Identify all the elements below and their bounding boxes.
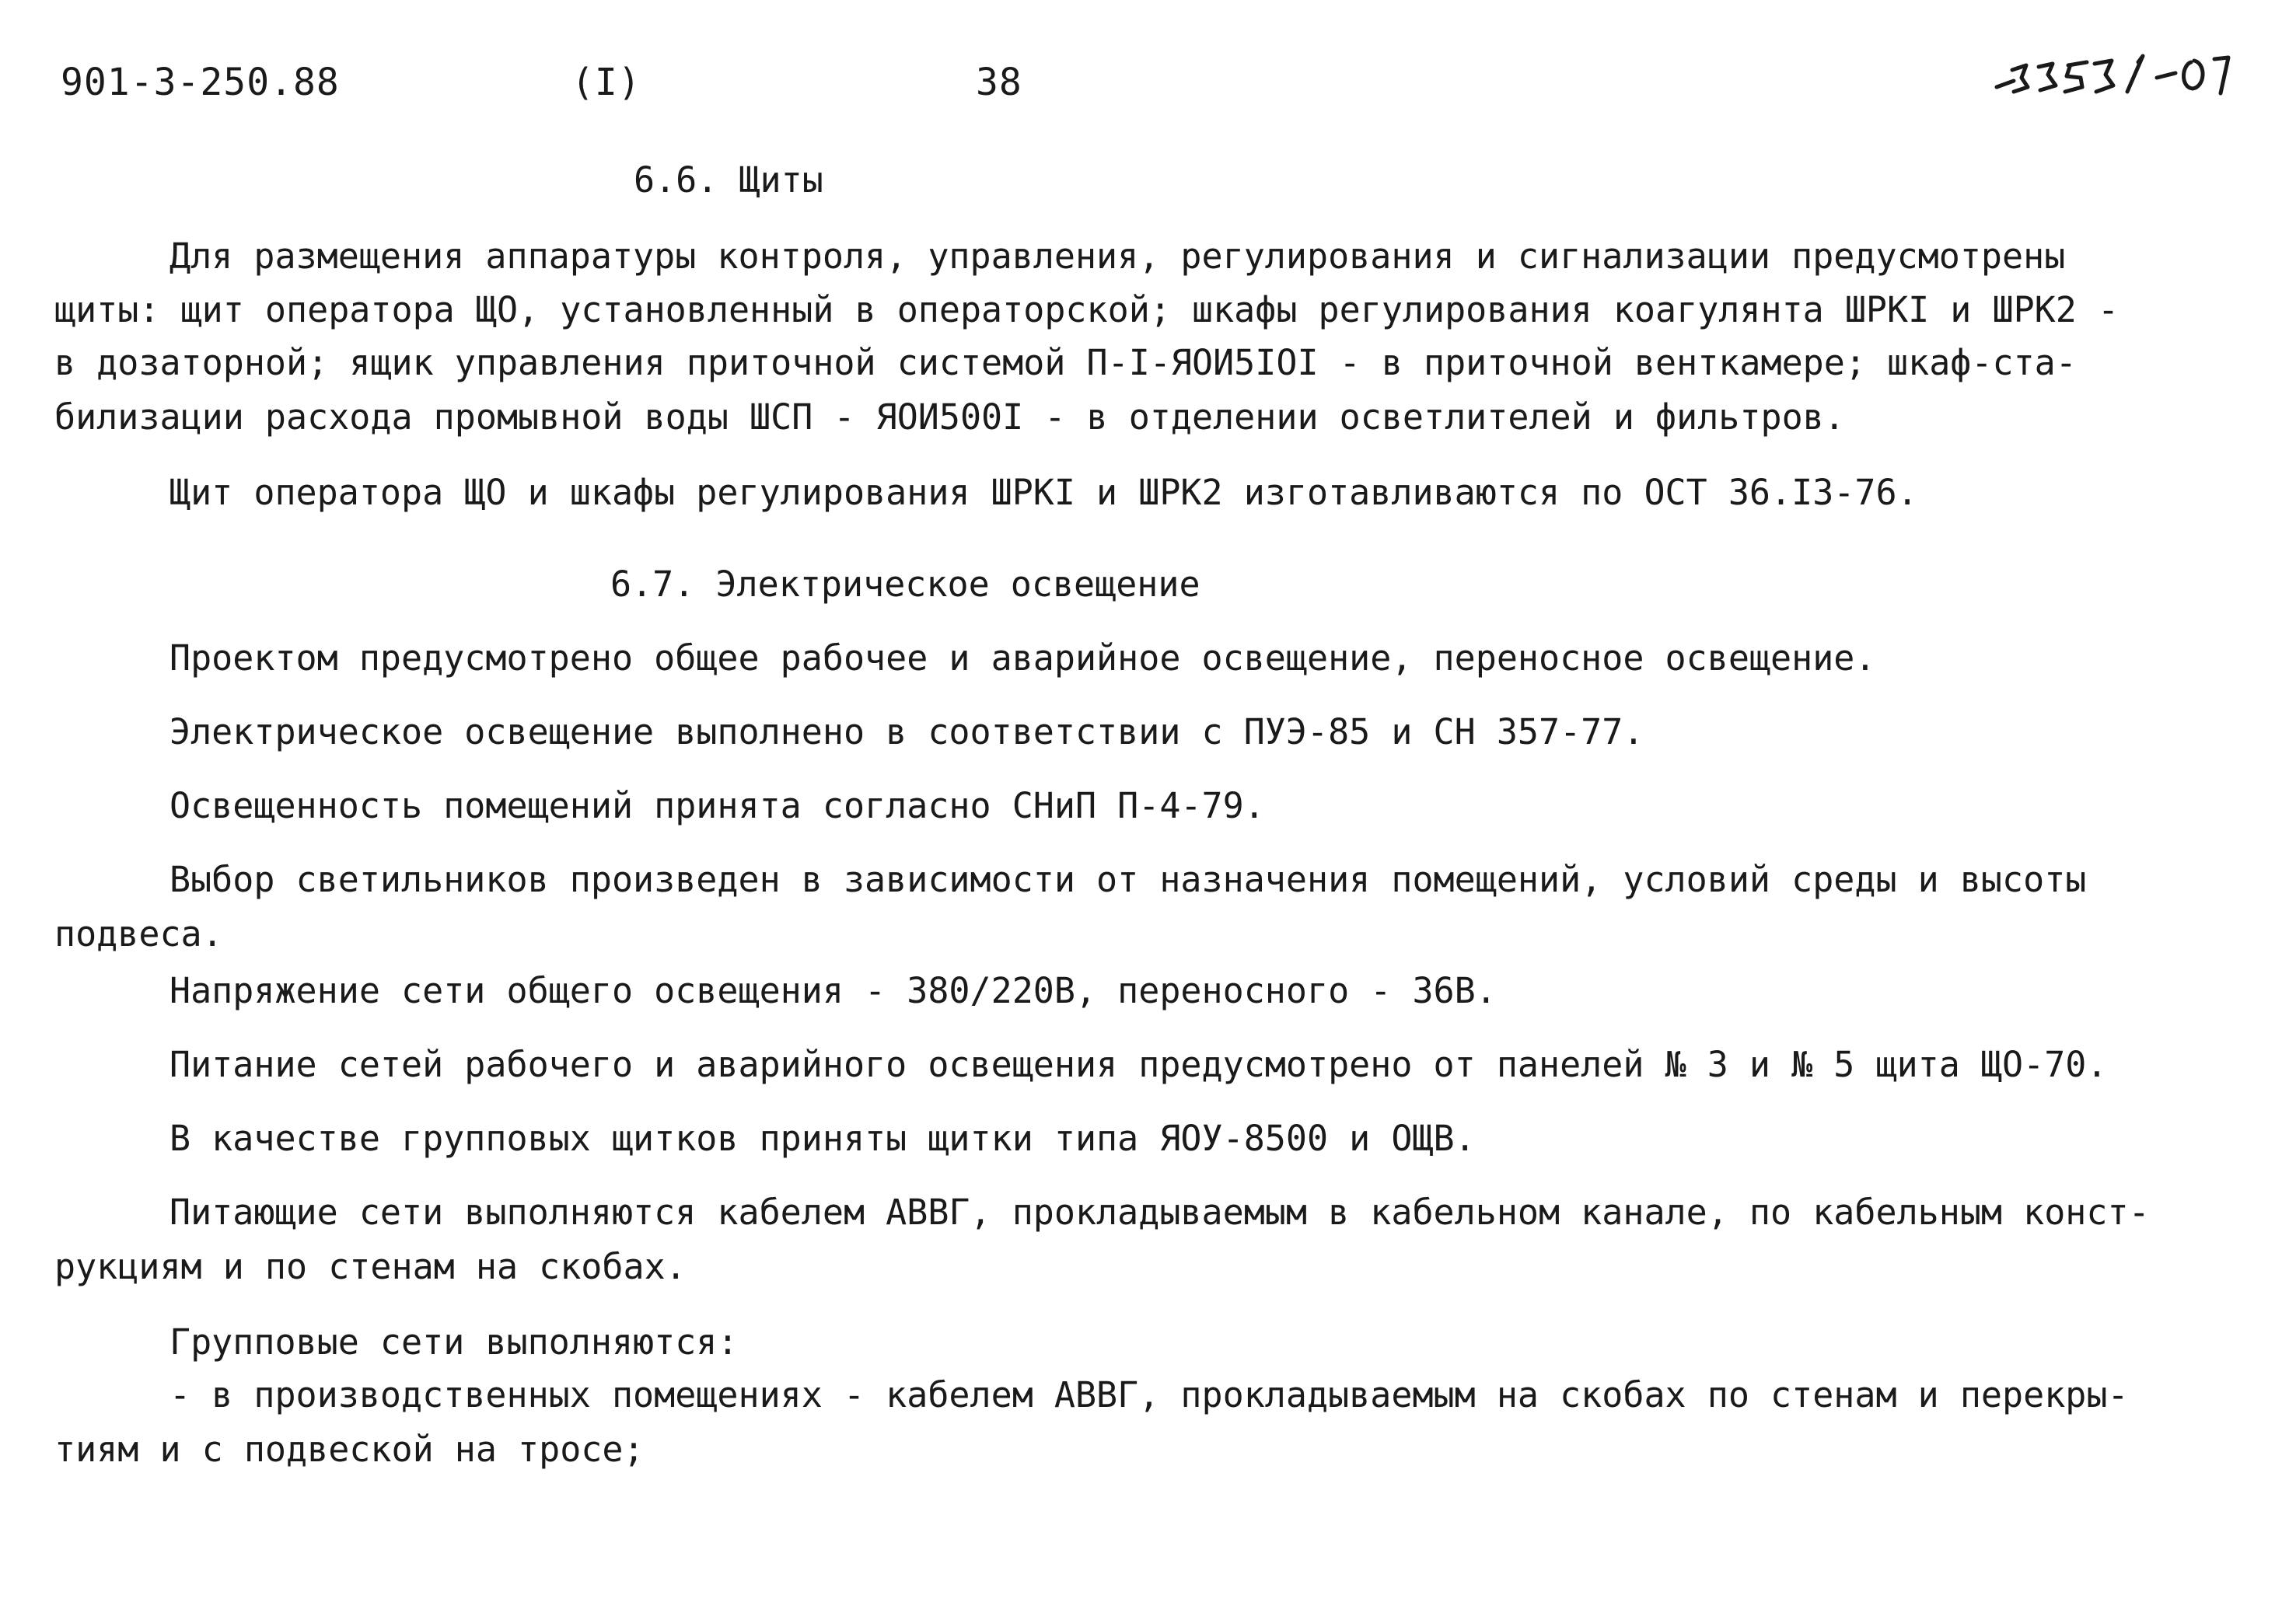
paragraph-line: Питающие сети выполняются кабелем АВВГ, прокладываемым в кабельном канале, по кабельным конст- (169, 1192, 2150, 1233)
paragraph-line: Напряжение сети общего освещения - 380/220В, переносного - 36В. (169, 970, 1497, 1011)
paragraph-line: Выбор светильников произведен в зависимости от назначения помещений, условий среды и высоты (169, 859, 2087, 900)
section-heading-6-7: 6.7. Электрическое освещение (610, 564, 1200, 605)
paragraph-line: - в производственных помещениях - кабелем АВВГ, прокладываемым на скобах по стенам и перекры- (169, 1374, 2129, 1415)
paragraph-line: В качестве групповых щитков приняты щитки типа ЯОУ-8500 и ОЩВ. (169, 1118, 1476, 1159)
paragraph-line: Освещенность помещений принята согласно СНиП П-4-79. (169, 785, 1265, 826)
paragraph-line: в дозаторной; ящик управления приточной системой П-I-ЯОИ5IOI - в приточной венткамере; шкаф-ста- (54, 342, 2077, 383)
part-number: (I) (571, 61, 641, 104)
paragraph-line: билизации расхода промывной воды ШСП - ЯОИ500I - в отделении осветлителей и фильтров. (54, 396, 1845, 438)
paragraph-line: Щит оператора ЩО и шкафы регулирования ШРКI и ШРК2 изготавливаются по ОСТ 36.I3-76. (169, 472, 1918, 513)
page-number: 38 (976, 61, 1022, 104)
paragraph-line: рукциям и по стенам на скобах. (54, 1246, 687, 1287)
paragraph-line: Проектом предусмотрено общее рабочее и аварийное освещение, переносное освещение. (169, 637, 1876, 679)
paragraph-line: Питание сетей рабочего и аварийного освещения предусмотрено от панелей № 3 и № 5 щита ЩО-70. (169, 1044, 2108, 1085)
handwritten-stamp (1990, 47, 2247, 112)
paragraph-line: Электрическое освещение выполнено в соответствии с ПУЭ-85 и СН 357-77. (169, 711, 1644, 752)
paragraph-line: щиты: щит оператора ЩО, установленный в операторской; шкафы регулирования коагулянта ШРКI и ШРК2 - (54, 289, 2120, 330)
document-code: 901-3-250.88 (61, 61, 340, 104)
paragraph-line: тиям и с подвеской на тросе; (54, 1429, 645, 1470)
paragraph-line: Для размещения аппаратуры контроля, управления, регулирования и сигнализации предусмотрены (169, 236, 2066, 277)
section-heading-6-6: 6.6. Щиты (634, 159, 823, 201)
paragraph-line: подвеса. (54, 913, 223, 955)
paragraph-line: Групповые сети выполняются: (169, 1321, 739, 1363)
handwritten-stamp-graphic (1990, 47, 2247, 109)
